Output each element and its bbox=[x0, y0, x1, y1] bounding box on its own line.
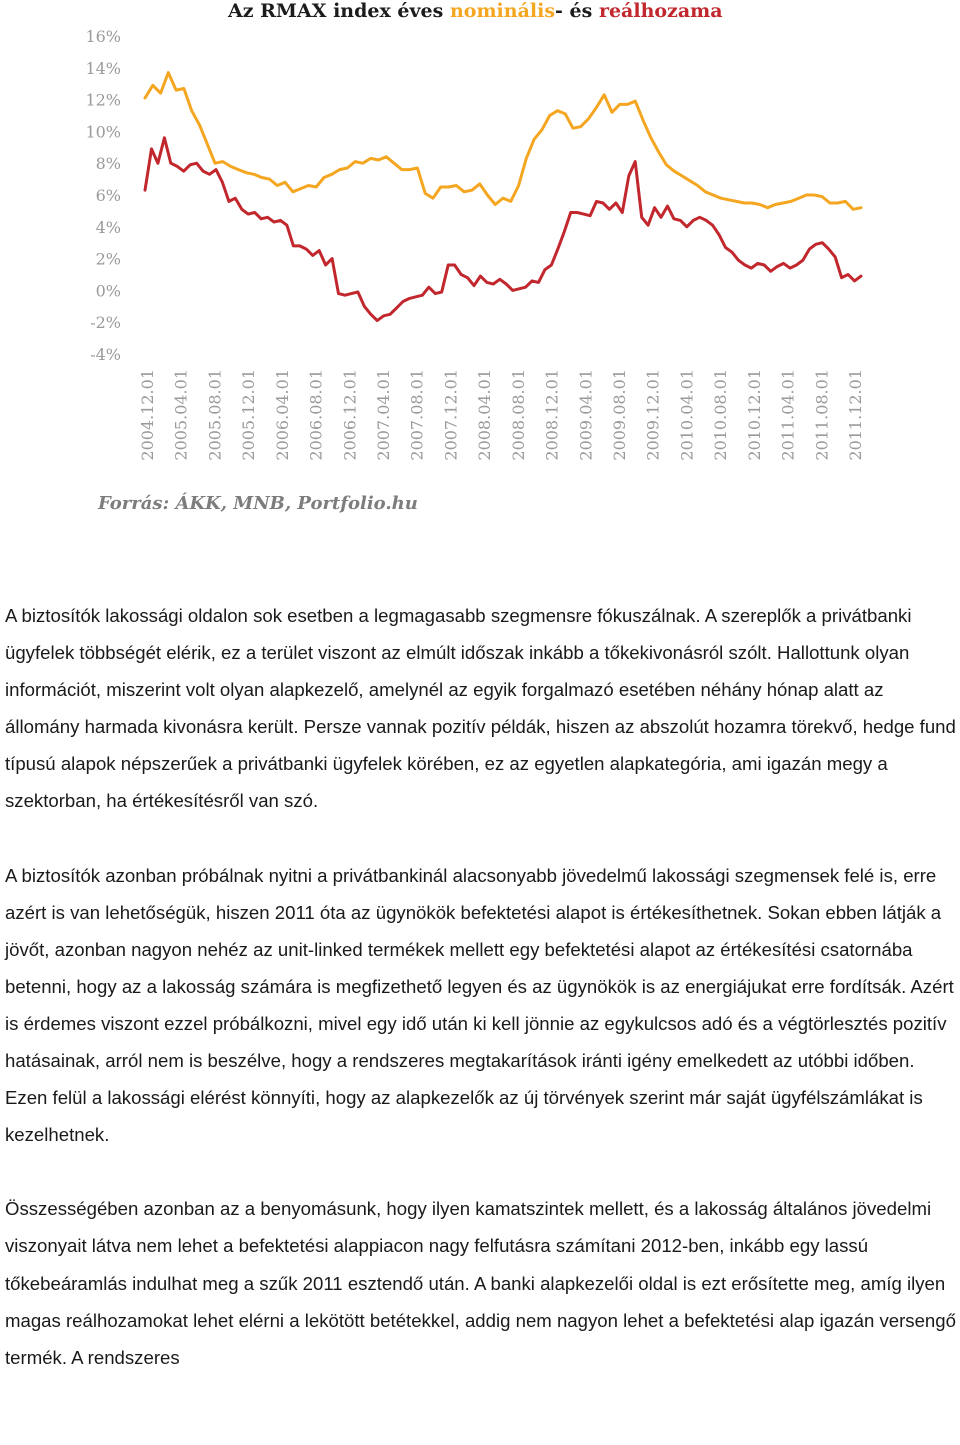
chart-title-part: - és bbox=[555, 0, 599, 22]
x-tick-label: 2004.12.01 bbox=[138, 369, 157, 461]
y-tick-label: 10% bbox=[85, 122, 121, 142]
x-tick-label: 2009.08.01 bbox=[610, 369, 629, 461]
x-tick-label: 2011.08.01 bbox=[812, 369, 832, 461]
x-tick-label: 2005.12.01 bbox=[239, 369, 259, 461]
chart-title-part: Az RMAX index éves bbox=[228, 0, 450, 22]
y-axis bbox=[85, 27, 121, 364]
x-tick-label: 2006.08.01 bbox=[306, 369, 326, 461]
y-tick-label: 8% bbox=[95, 154, 121, 174]
x-tick-label: 2010.04.01 bbox=[677, 369, 697, 461]
article-paragraph: Összességében azonban az a benyomásunk, hogy ilyen kamatszintek mellett, és a lakosság általános jövedelmi viszonyait látva nem lehet a befektetési alappiacon nagy felfutásra számítani 2012-ben, inkább egy lassú tőkebeáramlás indulhat meg a szűk 2011 esztendő után. A banki alapkezelői oldal is ezt erősítette meg, amíg ilyen magas reálhozamokat lehet elérni a lekötött betétekkel, addig nem nagyon lehet a befektetési alap igazán versengő termék. A rendszeres bbox=[5, 1198, 956, 1368]
x-tick-label: 2011.04.01 bbox=[778, 369, 798, 461]
x-tick-label: 2008.12.01 bbox=[542, 369, 562, 461]
x-tick-label: 2005.08.01 bbox=[205, 369, 225, 461]
x-tick-label: 2009.12.01 bbox=[643, 369, 663, 461]
x-tick-label: 2006.12.01 bbox=[340, 369, 360, 461]
y-tick-label: -4% bbox=[90, 345, 121, 364]
y-tick-label: 12% bbox=[85, 90, 121, 110]
y-tick-label: 16% bbox=[85, 27, 121, 46]
rmax-yield-chart bbox=[0, 0, 960, 540]
y-tick-label: 0% bbox=[95, 281, 121, 301]
chart-source: Forrás: ÁKK, MNB, Portfolio.hu bbox=[98, 493, 418, 514]
x-tick-label: 2005.04.01 bbox=[171, 369, 191, 461]
x-axis bbox=[138, 369, 865, 461]
series-line bbox=[145, 138, 861, 321]
series-line bbox=[145, 73, 861, 210]
y-tick-label: 4% bbox=[95, 217, 121, 237]
article-paragraph: A biztosítók lakossági oldalon sok esetben a legmagasabb szegmensre fókuszálnak. A szereplők a privátbanki ügyfelek többségét elérik, ez a terület viszont az elmúlt időszak inkább a tőkekivonásról szólt. Hallottunk olyan információt, miszerint volt olyan alapkezelő, amelynél az egyik forgalmazó esetében néhány hónap alatt az állomány harmada kivonásra került. Persze vannak pozitív példák, hiszen az abszolút hozamra törekvő, hedge fund típusú alapok népszerűek a privátbanki ügyfelek körében, ez az egyetlen alapkategória, ami igazán megy a szektorban, ha értékesítésről van szó. bbox=[5, 605, 956, 812]
x-tick-label: 2009.04.01 bbox=[576, 369, 596, 461]
plot-area bbox=[145, 73, 861, 321]
x-tick-label: 2011.12.01 bbox=[846, 369, 865, 461]
x-tick-label: 2007.08.01 bbox=[407, 369, 427, 461]
chart-title bbox=[227, 0, 723, 22]
y-tick-label: 6% bbox=[95, 186, 121, 205]
x-tick-label: 2008.08.01 bbox=[508, 369, 528, 461]
chart-title-part: nominális bbox=[449, 0, 556, 22]
x-tick-label: 2007.12.01 bbox=[441, 369, 461, 461]
article-paragraph: A biztosítók azonban próbálnak nyitni a privátbankinál alacsonyabb jövedelmű lakossági szegmensek felé is, erre azért is van lehetőségük, hiszen 2011 óta az ügynökök befektetési alapot is értékesíthetnek. Sokan ebben látják a jövőt, azonban nagyon nehéz az unit-linked termékek mellett egy befektetési alapot az értékesítési csatornába betenni, hogy az a lakosság számára is megfizethető legyen és az ügynökök is az energiájukat erre fordítsák. Azért is érdemes viszont ezzel próbálkozni, mivel egy idő után ki kell jönnie az egykulcsos adó és a végtörlesztés pozitív hatásainak, arról nem is beszélve, hogy a rendszeres megtakarítások iránti igény emelkedett az utóbbi időben. Ezen felül a lakossági elérést könnyíti, hogy az alapkezelők az új törvények szerint már saját ügyfélszámlákat is kezelhetnek. bbox=[5, 864, 954, 1146]
y-tick-label: 14% bbox=[85, 58, 121, 78]
x-tick-label: 2008.04.01 bbox=[475, 369, 495, 461]
x-tick-label: 2006.04.01 bbox=[272, 369, 292, 461]
x-tick-label: 2010.12.01 bbox=[744, 369, 764, 461]
article-body bbox=[5, 597, 957, 1413]
y-tick-label: 2% bbox=[95, 249, 121, 269]
x-tick-label: 2010.08.01 bbox=[711, 369, 731, 461]
x-tick-label: 2007.04.01 bbox=[374, 369, 393, 461]
y-tick-label: -2% bbox=[90, 313, 121, 333]
chart-title-part: reálhozama bbox=[598, 0, 723, 22]
